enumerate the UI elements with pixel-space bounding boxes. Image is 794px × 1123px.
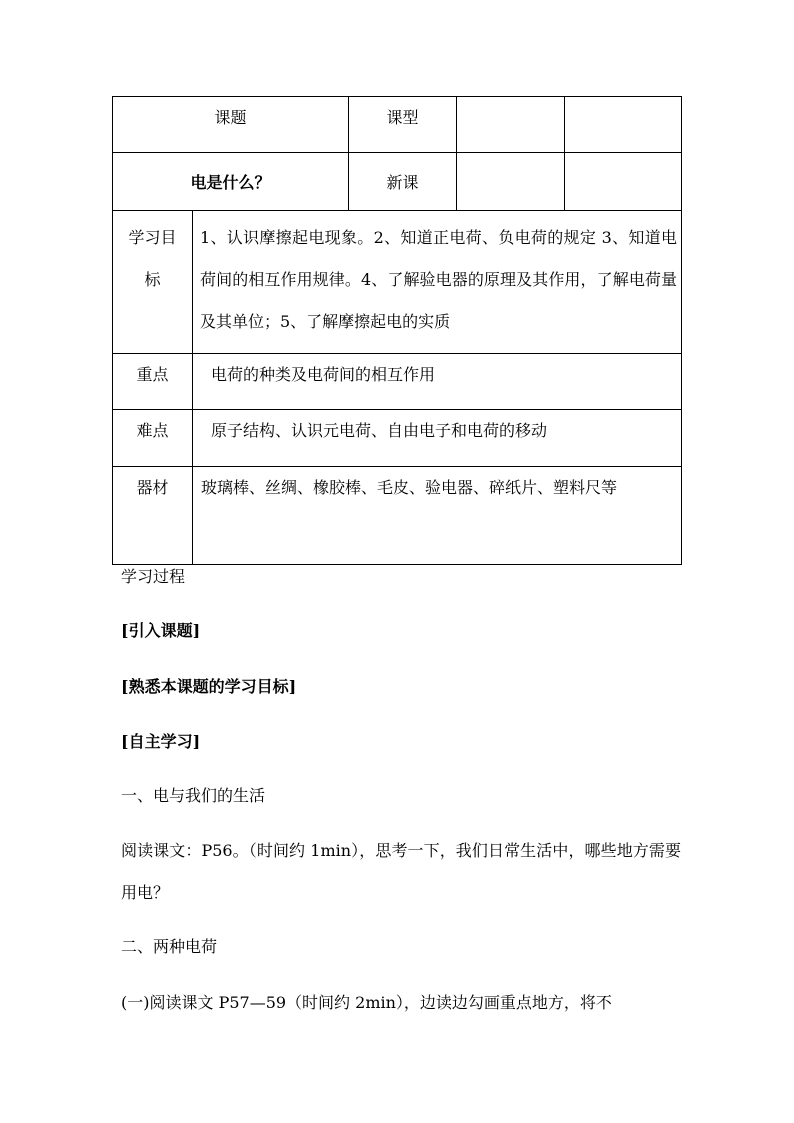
table-row-topic — [113, 153, 682, 211]
section-2-paragraph: (一)阅读课文 P57—59（时间约 2min），边读边勾画重点地方，将不 — [121, 993, 612, 1012]
blank-cell — [457, 97, 565, 153]
topic-value: 电是什么？ — [190, 173, 271, 192]
type-label-cell — [349, 97, 457, 153]
difficulty-content-cell — [193, 410, 682, 467]
equipment-label-cell — [113, 467, 193, 565]
blank-cell — [565, 153, 682, 211]
section-1-title: 一、电与我们的生活 — [121, 786, 266, 805]
difficulty-label: 难点 — [136, 421, 169, 440]
table-row-key-points — [113, 354, 682, 410]
type-label: 课型 — [386, 108, 419, 127]
heading-self-study: [自主学习] — [121, 732, 201, 751]
type-value-cell — [349, 153, 457, 211]
key-label: 重点 — [136, 365, 169, 384]
blank-cell — [565, 97, 682, 153]
topic-label: 课题 — [214, 108, 247, 127]
difficulty-text: 原子结构、认识元电荷、自由电子和电荷的移动 — [211, 421, 548, 440]
heading-intro: [引入课题] — [121, 621, 201, 640]
key-content-cell — [193, 354, 682, 410]
blank-cell — [457, 153, 565, 211]
section-1-paragraph: 阅读课文：P56。（时间约 1min），思考一下，我们日常生活中，哪些地方需要用电？ — [121, 841, 681, 902]
equipment-content-cell — [193, 467, 682, 565]
table-row-goals — [113, 211, 682, 354]
lesson-plan-table — [112, 96, 682, 565]
key-label-cell — [113, 354, 193, 410]
difficulty-label-cell — [113, 410, 193, 467]
table-row-header — [113, 97, 682, 153]
goals-content-cell — [193, 211, 682, 354]
section-2-title: 二、两种电荷 — [121, 937, 218, 956]
key-text: 电荷的种类及电荷间的相互作用 — [211, 365, 436, 384]
process-title: 学习过程 — [121, 567, 186, 586]
goals-text: 1、认识摩擦起电现象。2、知道正电荷、负电荷的规定 3、知道电荷间的相互作用规律。4、了解验电器的原理及其作用，了解电荷量及其单位；5、了解摩擦起电的实质 — [200, 228, 678, 331]
equipment-text: 玻璃棒、丝绸、橡胶棒、毛皮、验电器、碎纸片、塑料尺等 — [201, 478, 618, 497]
goals-label: 学习目标 — [128, 228, 177, 289]
equipment-label: 器材 — [136, 478, 169, 497]
table-row-equipment — [113, 467, 682, 565]
topic-value-cell — [113, 153, 349, 211]
type-value: 新课 — [386, 173, 419, 192]
table-row-difficulties — [113, 410, 682, 467]
topic-label-cell — [113, 97, 349, 153]
goals-label-cell — [113, 211, 193, 354]
heading-familiar-goals: [熟悉本课题的学习目标] — [121, 677, 297, 696]
